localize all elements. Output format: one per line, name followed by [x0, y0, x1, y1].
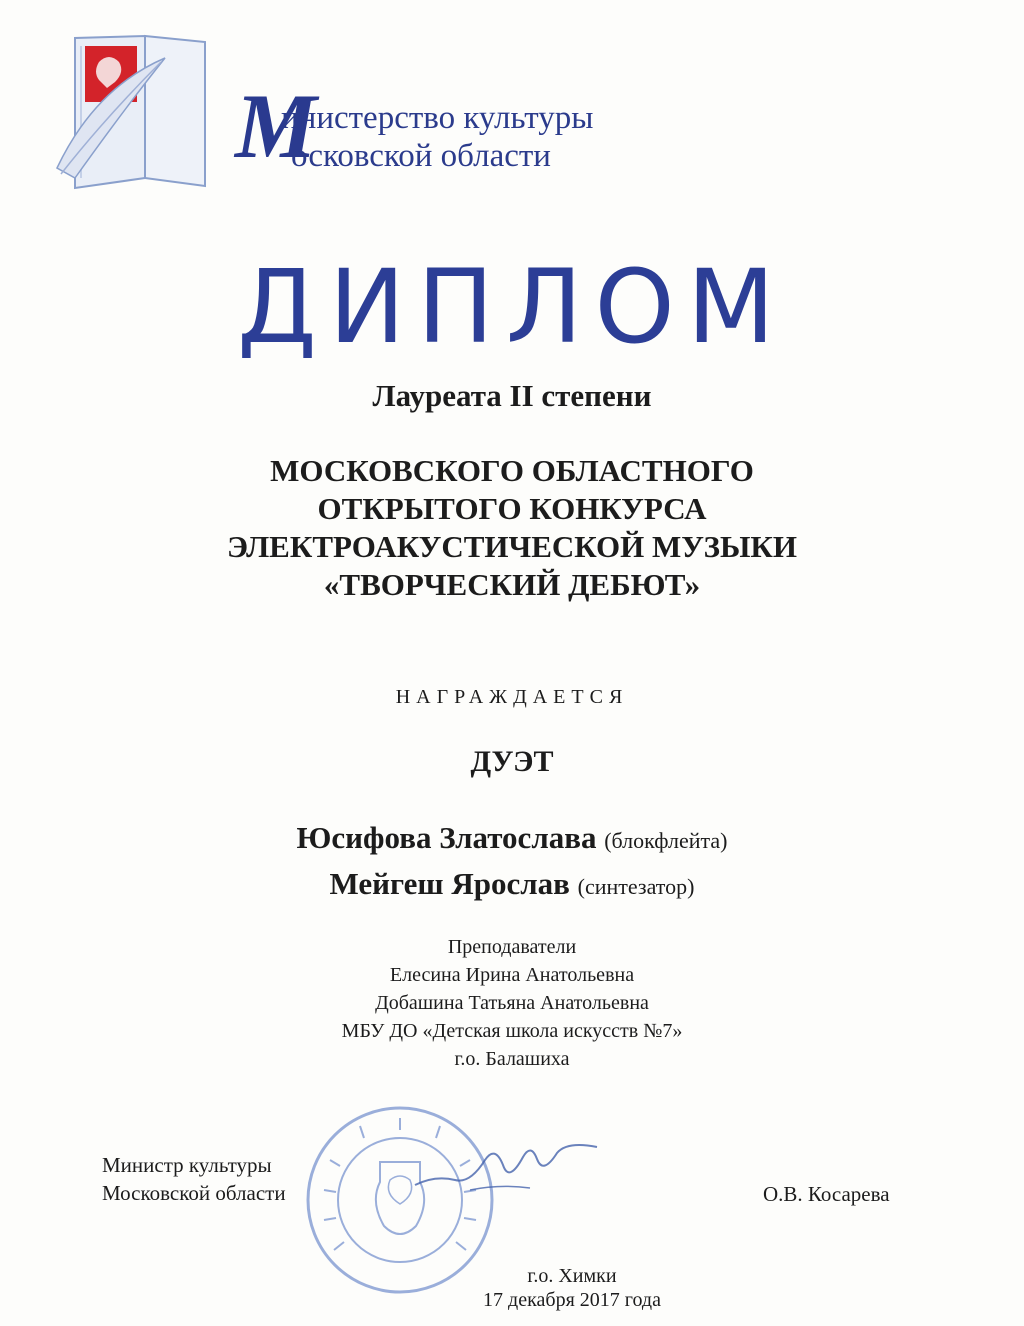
teacher-name: Елесина Ирина Анатольевна [389, 964, 635, 986]
school-city: г.о. Балашиха [454, 1048, 570, 1070]
teachers-label: Преподаватели [447, 936, 577, 958]
date: 17 декабря 2017 года [483, 1289, 661, 1311]
contest-line: ОТКРЫТОГО КОНКУРСА [317, 491, 707, 526]
minister-title [102, 1151, 286, 1207]
place-date [60, 1264, 1024, 1312]
minister-name: О.В. Косарева [763, 1182, 890, 1206]
member-2 [0, 866, 1024, 902]
book-emblem-icon [55, 28, 245, 198]
ministry-logo [55, 28, 594, 198]
minister-title-line: Министр культуры [102, 1153, 272, 1177]
member-name: Мейгеш Ярослав [329, 866, 570, 901]
logo-initial: М [235, 75, 317, 177]
member-instrument: (блокфлейта) [604, 828, 728, 853]
signature-icon [410, 1130, 600, 1200]
member-instrument: (синтезатор) [577, 874, 695, 899]
awarded-label: НАГРАЖДАЕТСЯ [395, 686, 629, 708]
member-name: Юсифова Златослава [296, 820, 597, 855]
place: г.о. Химки [527, 1265, 617, 1287]
diploma-subtitle: Лауреата II степени [372, 378, 652, 413]
diploma-title: ДИПЛОМ [237, 248, 787, 367]
group-label: ДУЭТ [470, 745, 554, 778]
contest-name [0, 452, 1024, 604]
logo-line-1: инистерство культуры [281, 100, 594, 136]
contest-line: «ТВОРЧЕСКИЙ ДЕБЮТ» [323, 567, 701, 602]
logo-line-2: осковской области [291, 138, 551, 174]
school-name: МБУ ДО «Детская школа искусств №7» [341, 1020, 683, 1042]
contest-line: ЭЛЕКТРОАКУСТИЧЕСКОЙ МУЗЫКИ [227, 529, 797, 564]
teacher-name: Добашина Татьяна Анатольевна [375, 992, 649, 1014]
minister-title-line: Московской области [102, 1181, 286, 1205]
teachers-block [0, 933, 1024, 1073]
member-1 [0, 820, 1024, 856]
contest-line: МОСКОВСКОГО ОБЛАСТНОГО [270, 453, 754, 488]
